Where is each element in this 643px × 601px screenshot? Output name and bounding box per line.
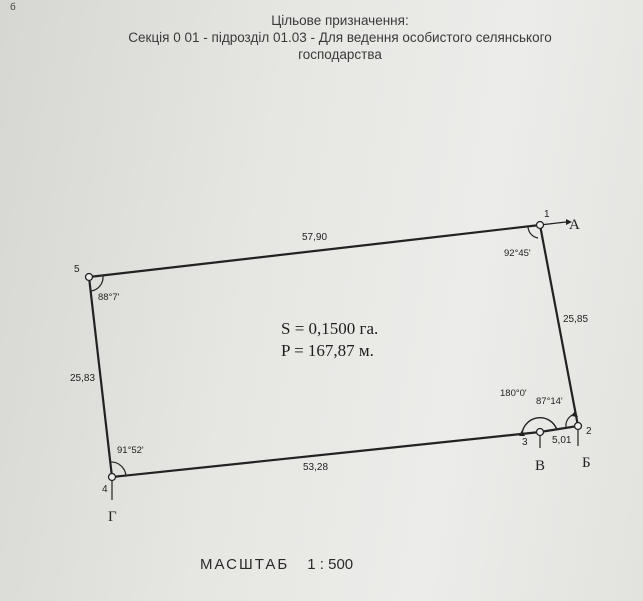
vertex-3 [537,429,544,436]
area-perimeter-block [281,318,378,362]
letter-A: А [569,217,580,233]
letter-B: Б [582,455,591,471]
angle-arc-1 [528,226,538,238]
scale-title: МАСШТАБ [200,556,290,573]
point-number-3: 3 [522,437,528,448]
area-value: S = 0,1500 га. [281,319,379,338]
angle-value-4: 91°52' [117,445,144,456]
point-number-1: 1 [544,209,550,220]
header-line-3: господарства [298,47,382,62]
angle-value-2: 87°14' [536,396,563,407]
angle-value-1: 92°45' [504,248,531,259]
scale-ratio: 1 : 500 [307,556,354,573]
perimeter-value: P = 167,87 м. [281,341,374,360]
point-number-4: 4 [102,484,108,495]
side-length-top: 57,90 [302,232,328,243]
side-length-bottom: 53,28 [303,462,329,473]
scale-label [200,556,480,573]
side-length-short: 5,01 [552,435,572,446]
vertex-2 [575,423,582,430]
side-length-right: 25,85 [563,314,589,325]
angle-value-5: 88°7' [98,292,120,303]
point-number-2: 2 [586,426,592,437]
corner-mark: б [10,2,16,13]
letter-V: В [535,458,546,474]
vertex-5 [86,274,93,281]
angle-value-3: 180°0' [500,388,527,399]
letter-G: Г [108,509,117,525]
arrow-tip-2 [571,411,578,417]
side-length-left: 25,83 [70,373,96,384]
header-line-2: Секція 0 01 - підрозділ 01.03 - Для ведення особистого селянського [128,30,552,45]
vertex-4 [109,474,116,481]
point-number-5: 5 [74,264,80,275]
vertex-1 [537,222,544,229]
header-line-1: Цільове призначення: [271,13,409,28]
